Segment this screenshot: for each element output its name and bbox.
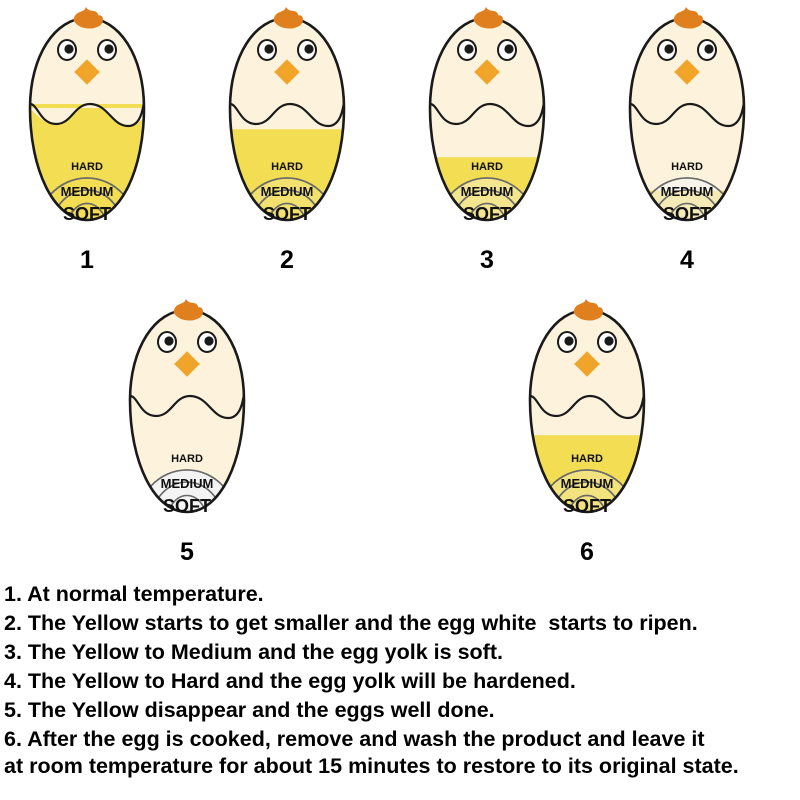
stage-number-label: 5	[180, 538, 194, 566]
egg-stage-1	[12, 4, 162, 273]
zone-label-hard: HARD	[571, 453, 603, 465]
egg-illustration	[12, 4, 162, 244]
zone-label-soft: SOFT	[563, 496, 611, 516]
instruction-line: 5. The Yellow disappear and the eggs well done.	[4, 698, 495, 722]
zone-label-medium: MEDIUM	[260, 184, 314, 199]
egg-illustration	[412, 4, 562, 244]
instruction-line: 3. The Yellow to Medium and the egg yolk is soft.	[4, 640, 503, 664]
egg-timer-graphic	[412, 4, 562, 244]
zone-label-medium: MEDIUM	[60, 184, 114, 199]
egg-illustration	[512, 296, 662, 536]
zone-label-hard: HARD	[71, 161, 103, 173]
egg-timer-graphic	[212, 4, 362, 244]
instruction-line: 4. The Yellow to Hard and the egg yolk will be hardened.	[4, 669, 576, 693]
zone-label-soft: SOFT	[163, 496, 211, 516]
stage-number-label: 3	[480, 246, 494, 274]
zone-label-soft: SOFT	[463, 204, 511, 224]
zone-label-medium: MEDIUM	[560, 476, 614, 491]
egg-stage-2	[212, 4, 362, 273]
egg-stage-6	[512, 296, 662, 565]
zone-label-medium: MEDIUM	[460, 184, 514, 199]
egg-timer-graphic	[12, 4, 162, 244]
stage-number-label: 1	[80, 246, 94, 274]
egg-timer-graphic	[612, 4, 762, 244]
egg-stage-5	[112, 296, 262, 565]
egg-stage-4	[612, 4, 762, 273]
zone-label-hard: HARD	[671, 161, 703, 173]
instruction-line: 6. After the egg is cooked, remove and wash the product and leave it	[4, 727, 705, 751]
zone-label-medium: MEDIUM	[660, 184, 714, 199]
stage-number-label: 4	[680, 246, 694, 274]
zone-label-hard: HARD	[171, 453, 203, 465]
egg-timer-graphic	[512, 296, 662, 536]
zone-label-soft: SOFT	[263, 204, 311, 224]
egg-illustration	[112, 296, 262, 536]
egg-stage-3	[412, 4, 562, 273]
zone-label-hard: HARD	[271, 161, 303, 173]
instructions-list	[4, 580, 794, 781]
instruction-line: at room temperature for about 15 minutes to restore to its original state.	[4, 754, 739, 778]
stage-number-label: 6	[580, 538, 594, 566]
zone-label-soft: SOFT	[663, 204, 711, 224]
egg-timer-graphic	[112, 296, 262, 536]
stage-number-label: 2	[280, 246, 294, 274]
instruction-line: 1. At normal temperature.	[4, 582, 264, 606]
zone-label-soft: SOFT	[63, 204, 111, 224]
zone-label-hard: HARD	[471, 161, 503, 173]
zone-label-medium: MEDIUM	[160, 476, 214, 491]
egg-illustration	[612, 4, 762, 244]
instruction-line: 2. The Yellow starts to get smaller and the egg white starts to ripen.	[4, 611, 698, 635]
egg-illustration	[212, 4, 362, 244]
